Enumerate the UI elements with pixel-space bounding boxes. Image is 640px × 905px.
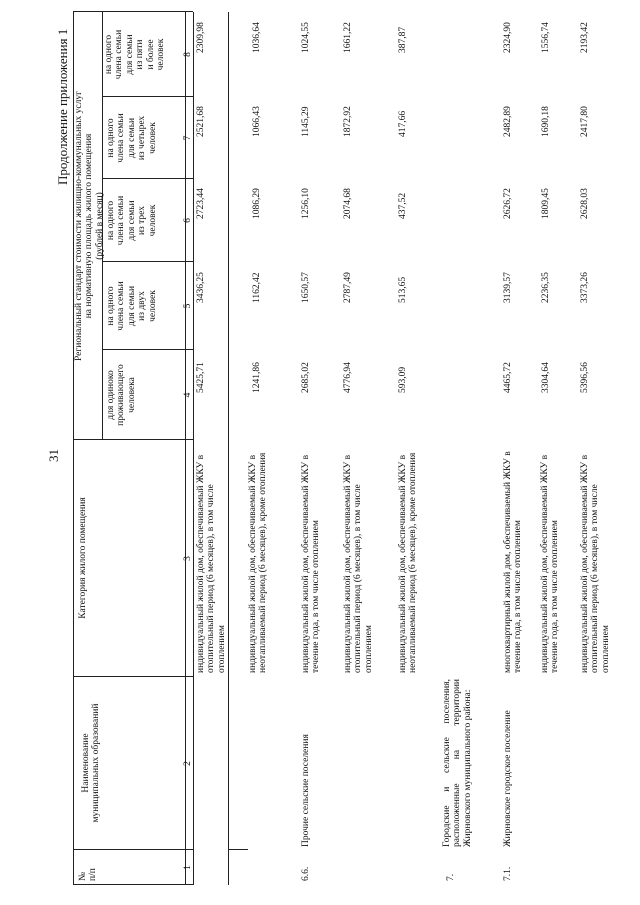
row-8-category: индивидуальный жилой дом, обеспечиваемый ЖКУ в отопительный период (6 месяцев), в том числе отоплением — [580, 454, 611, 673]
row-1-value-5: 1036,64 — [252, 22, 262, 53]
row-2-value-5: 1024,55 — [301, 22, 311, 53]
header-name: Наименование муниципальных образований — [81, 703, 102, 823]
row-5-name: Городские и сельские поселения, расположенные на территории Жирновского муниципального района: — [442, 679, 473, 847]
row-0-value-1: 5425,71 — [196, 362, 206, 393]
row-8-value-1: 5396,56 — [580, 362, 590, 393]
row-7-category: индивидуальный жилой дом, обеспечиваемый ЖКУ в течение года, в том числе отоплением — [540, 454, 561, 673]
row-1-value-4: 1066,43 — [252, 106, 262, 137]
row-2-number: 6.6. — [301, 866, 311, 881]
row-0-value-3: 2723,44 — [196, 188, 206, 219]
colnum-7: 7 — [183, 135, 193, 141]
row-7-value-3: 1809,45 — [541, 188, 551, 219]
row-3-value-3: 2074,68 — [343, 188, 353, 219]
row-1-category: индивидуальный жилой дом, обеспечиваемый ЖКУ в неотапливаемый период (6 месяцев), кроме отопления — [248, 452, 269, 673]
row-6-number: 7.1. — [503, 866, 513, 881]
row-3-value-4: 1872,92 — [343, 106, 353, 137]
colnum-5: 5 — [183, 303, 193, 309]
row-2-category: индивидуальный жилой дом, обеспечиваемый ЖКУ в течение года, в том числе отоплением — [301, 454, 322, 673]
row-4-value-3: 437,52 — [398, 192, 408, 219]
header-standard: Региональный стандарт стоимости жилищно-коммунальных услуг на нормативную площадь жилого помещения (рублей в месяц) — [74, 90, 105, 362]
row-0-value-5: 2309,98 — [196, 22, 206, 53]
row-2-value-2: 1650,57 — [301, 272, 311, 303]
row-4-value-2: 513,65 — [398, 276, 408, 303]
colnum-8: 8 — [183, 52, 193, 57]
row-2-value-4: 1145,29 — [301, 106, 311, 137]
subheader-two: на одного члена семьи для семьи из двух человек — [106, 281, 158, 331]
row-8-value-2: 3373,26 — [580, 272, 590, 303]
row-4-value-4: 417,66 — [398, 110, 408, 137]
row-3-value-2: 2787,49 — [343, 272, 353, 303]
header-no: № п/п — [78, 868, 99, 881]
colnum-4: 4 — [183, 392, 193, 398]
row-7-value-4: 1690,18 — [541, 106, 551, 137]
row-1-value-1: 1241,86 — [252, 362, 262, 393]
row-6-name: Жирновское городское поселение — [503, 710, 513, 847]
row-2-value-1: 2685,02 — [301, 362, 311, 393]
colnum-6: 6 — [183, 218, 193, 223]
row-3-value-1: 4776,94 — [343, 362, 353, 393]
colnum-2: 2 — [183, 761, 193, 766]
row-6-value-3: 2626,72 — [503, 188, 513, 219]
row-8-value-5: 2193,42 — [580, 22, 590, 53]
row-2-name: Прочие сельские поселения — [301, 734, 311, 847]
row-7-value-2: 2236,35 — [541, 272, 551, 303]
colnum-3: 3 — [183, 556, 193, 561]
row-4-value-1: 593,09 — [398, 366, 408, 393]
row-6-category: многоквартирный жилой дом, обеспечиваемый ЖКУ в течение года, в том числе отоплением — [503, 451, 524, 673]
appendix-label: Продолжение приложения 1 — [55, 28, 70, 185]
row-6-value-5: 2324,90 — [503, 22, 513, 53]
row-6-value-2: 3139,57 — [503, 272, 513, 303]
row-1-value-3: 1086,29 — [252, 188, 262, 219]
row-3-value-5: 1661,22 — [343, 22, 353, 53]
row-6-value-4: 2482,89 — [503, 106, 513, 137]
page-number: 31 — [46, 449, 61, 462]
colnum-1: 1 — [183, 865, 193, 870]
subheader-single: для одиноко проживающего человека — [106, 364, 137, 426]
row-5-number: 7. — [446, 873, 456, 881]
row-7-value-1: 3304,64 — [541, 362, 551, 393]
row-3-category: индивидуальный жилой дом, обеспечиваемый ЖКУ в отопительный период (6 месяцев), в том числе отоплением — [343, 454, 374, 673]
row-2-value-3: 1256,10 — [301, 188, 311, 219]
row-0-value-4: 2521,68 — [196, 106, 206, 137]
row-4-value-5: 387,87 — [398, 26, 408, 53]
row-0-value-2: 3436,25 — [196, 272, 206, 303]
row-8-value-4: 2417,80 — [580, 106, 590, 137]
row-6-value-1: 4465,72 — [503, 362, 513, 393]
subheader-four: на одного члена семьи для семьи из четырех человек — [106, 113, 158, 163]
row-8-value-3: 2628,03 — [580, 188, 590, 219]
row-7-value-5: 1556,74 — [541, 22, 551, 53]
row-1-value-2: 1162,42 — [252, 272, 262, 303]
row-4-category: индивидуальный жилой дом, обеспечиваемый ЖКУ в неотапливаемый период (6 месяцев), кроме отопления — [398, 452, 419, 673]
row-0-category: индивидуальный жилой дом, обеспечиваемый ЖКУ в отопительный период (6 месяцев), в том числе отоплением — [196, 454, 227, 673]
subheader-three: на одного члена семьи для семьи из трех человек — [106, 195, 158, 246]
header-category: Категория жилого помещения — [78, 497, 88, 619]
subheader-five: на одного члена семьи для семьи из пяти и более человек — [104, 29, 167, 80]
